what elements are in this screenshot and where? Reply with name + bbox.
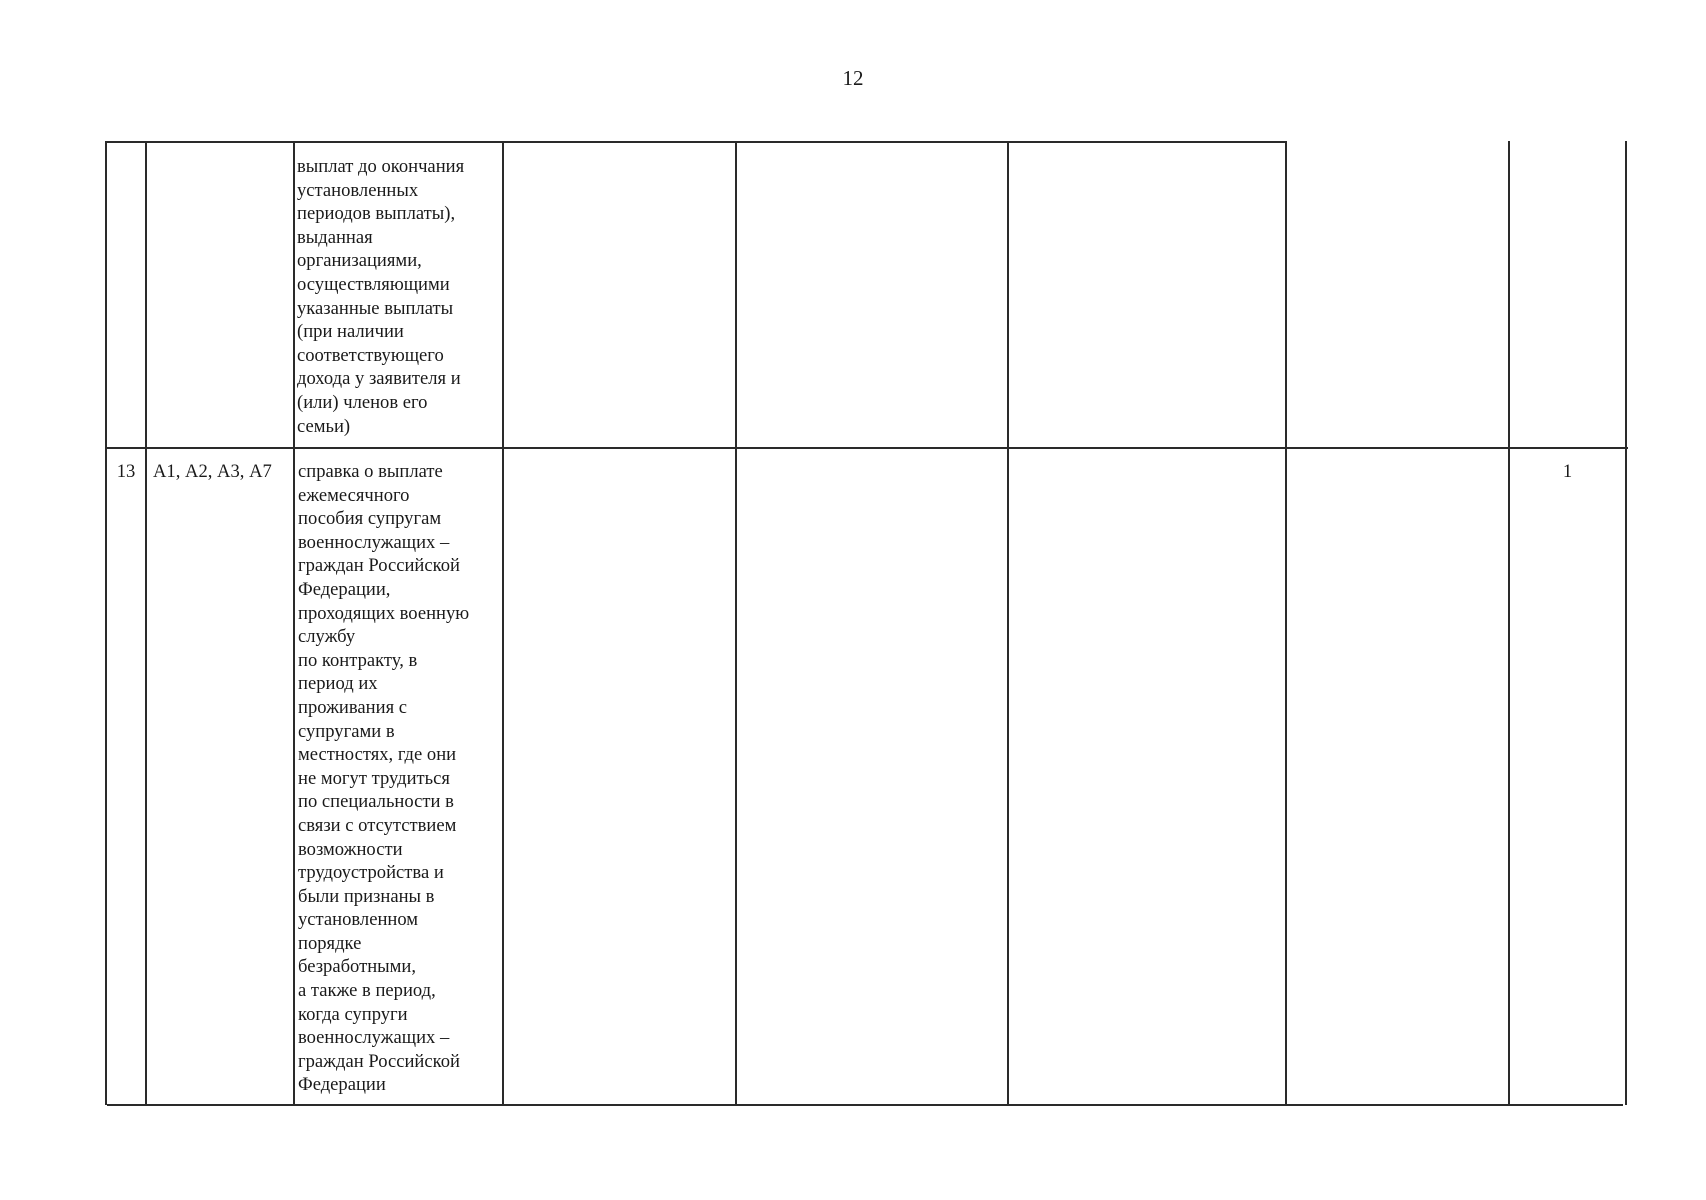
- document-text-line: порядке: [298, 932, 362, 954]
- document-text-line: когда супруги: [298, 1003, 408, 1025]
- column-border: [1007, 141, 1009, 1105]
- document-text-line: (или) членов его: [297, 391, 428, 413]
- document-text-line: установленном: [298, 909, 419, 931]
- document-text-line: связи с отсутствием: [298, 814, 457, 836]
- document-text-line: возможности: [298, 838, 403, 860]
- document-text-line: установленных: [297, 179, 419, 201]
- last-column-value: 1: [1562, 461, 1573, 482]
- document-text-line: а также в период,: [298, 980, 436, 1002]
- table-top-border: [105, 141, 1287, 143]
- applicant-category-codes: А1, А2, А3, А7: [153, 461, 272, 482]
- document-text-line: местностях, где они: [298, 744, 457, 766]
- document-text-line: дохода у заявителя и: [297, 368, 461, 390]
- document-text-line: пособия супругам: [298, 508, 442, 530]
- column-border: [502, 141, 504, 1105]
- document-text-line: по специальности в: [298, 791, 454, 813]
- document-text-line: военнослужащих –: [298, 531, 450, 553]
- document-text-line: указанные выплаты: [297, 297, 454, 319]
- document-text-line: соответствующего: [297, 344, 444, 366]
- document-text-line: осуществляющими: [297, 273, 450, 295]
- document-text-line: семьи): [297, 415, 351, 437]
- document-text-line: выданная: [297, 226, 373, 248]
- column-border: [1285, 141, 1287, 1105]
- page-number: 12: [842, 66, 864, 90]
- document-text-line: выплат до окончания: [297, 156, 465, 177]
- table-row: [298, 460, 498, 1097]
- table-bottom-border: [107, 1104, 1623, 1106]
- document-text-line: военнослужащих –: [298, 1027, 450, 1049]
- document-text-line: периодов выплаты),: [297, 203, 456, 225]
- document-text-line: проходящих военную: [298, 602, 470, 624]
- document-text-line: супругами в: [298, 720, 395, 742]
- row-number: 13: [116, 461, 136, 482]
- document-text-line: организациями,: [297, 250, 422, 272]
- document-text-line: Федерации: [298, 1074, 386, 1096]
- document-text-line: проживания с: [298, 696, 408, 718]
- table-row: [297, 155, 497, 438]
- row-divider: [105, 447, 1628, 449]
- document-text-line: по контракту, в: [298, 649, 418, 671]
- document-text-line: период их: [298, 673, 378, 695]
- document-text-line: граждан Российской: [298, 555, 460, 577]
- document-text-line: были признаны в: [298, 885, 435, 907]
- column-border: [735, 141, 737, 1105]
- document-text-line: граждан Российской: [298, 1050, 460, 1072]
- document-text-line: Федерации,: [298, 578, 391, 600]
- document-text-line: безработными,: [298, 956, 417, 978]
- document-text-line: ежемесячного: [298, 484, 410, 506]
- document-text-line: трудоустройства и: [298, 862, 444, 884]
- document-text-line: службу: [298, 626, 356, 648]
- column-border: [293, 141, 295, 1105]
- document-text-line: не могут трудиться: [298, 767, 450, 789]
- column-border: [1508, 141, 1510, 1105]
- column-border: [145, 141, 147, 1105]
- document-text-line: справка о выплате: [298, 461, 443, 482]
- column-border: [1625, 141, 1627, 1105]
- document-text-line: (при наличии: [297, 321, 404, 343]
- column-border: [105, 141, 107, 1105]
